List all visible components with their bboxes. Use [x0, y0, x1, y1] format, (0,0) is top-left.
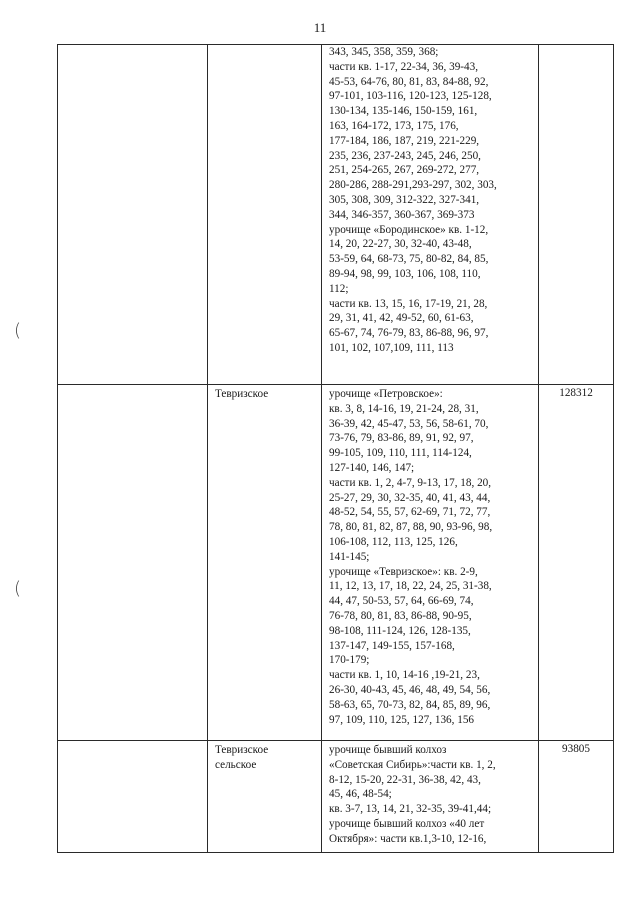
table-row [58, 741, 614, 853]
forest-quarters-table [57, 44, 614, 853]
margin-bracket-mark: ( [14, 578, 22, 599]
table-cell-quarters: урочище «Петровское»: кв. 3, 8, 14-16, 19, 21-24, 28, 31, 36-39, 42, 45-47, 53, 56, 58-61, 70, 73-76, 79, 83-86, 89, 91, 92, 97, 99-105, 109, 110, 111, 114-124, 127-140, 146, 147; части кв. 1, 2, 4-7, 9-13, 17, 18, 20, 25-27, 29, 30, 32-35, 40, 41, 43, 44, 48-52, 54, 55, 57, 62-69, 71, 72, 77, 78, 80, 81, 82, 87, 88, 90, 93-96, 98, 106-108, 112, 113, 125, 126, 141-145; урочище «Тевризское»: кв. 2-9, 11, 12, 13, 17, 18, 22, 24, 25, 31-38, 44, 47, 50-53, 57, 64, 66-69, 74, 76-78, 80, 81, 83, 86-88, 90-95, 98-108, 111-124, 126, 128-135, 137-147, 149-155, 157-168, 170-179; части кв. 1, 10, 14-16 ,19-21, 23, 26-30, 40-43, 45, 46, 48, 49, 54, 56, 58-63, 65, 70-73, 82, 84, 85, 89, 96, 97, 109, 110, 125, 127, 136, 156 [322, 385, 539, 741]
table-cell-quarters: 343, 345, 358, 359, 368; части кв. 1-17, 22-34, 36, 39-43, 45-53, 64-76, 80, 81, 83, 84-88, 92, 97-101, 103-116, 120-123, 125-128, 130-134, 135-146, 150-159, 161, 163, 164-172, 173, 175, 176, 177-184, 186, 187, 219, 221-229, 235, 236, 237-243, 245, 246, 250, 251, 254-265, 267, 269-272, 277, 280-286, 288-291,293-297, 302, 303, 305, 308, 309, 312-322, 327-341, 344, 346-357, 360-367, 369-373 урочище «Бородинское» кв. 1-12, 14, 20, 22-27, 30, 32-40, 43-48, 53-59, 64, 68-73, 75, 80-82, 84, 85, 89-94, 98, 99, 103, 106, 108, 110, 112; части кв. 13, 15, 16, 17-19, 21, 28, 29, 31, 41, 42, 49-52, 60, 61-63, 65-67, 74, 76-79, 83, 86-88, 96, 97, 101, 102, 107,109, 111, 113 [322, 45, 539, 385]
table-cell-forestry: Тевризское сельское [208, 741, 322, 853]
table-cell-forestry: Тевризское [208, 385, 322, 741]
table-cell-forestry [208, 45, 322, 385]
table-cell-area [539, 45, 614, 385]
table-cell-quarters: урочище бывший колхоз «Советская Сибирь»:части кв. 1, 2, 8-12, 15-20, 22-31, 36-38, 42, 43, 45, 46, 48-54; кв. 3-7, 13, 14, 21, 32-35, 39-41,44; урочище бывший колхоз «40 лет Октября»: части кв.1,3-10, 12-16, [322, 741, 539, 853]
table-row [58, 45, 614, 385]
table-cell-blank [58, 385, 208, 741]
table-cell-blank [58, 741, 208, 853]
table-row [58, 385, 614, 741]
page-number: 11 [313, 20, 327, 35]
table-cell-area: 93805 [539, 741, 614, 853]
table-cell-blank [58, 45, 208, 385]
margin-bracket-mark: ( [14, 320, 22, 341]
table-cell-area: 128312 [539, 385, 614, 741]
